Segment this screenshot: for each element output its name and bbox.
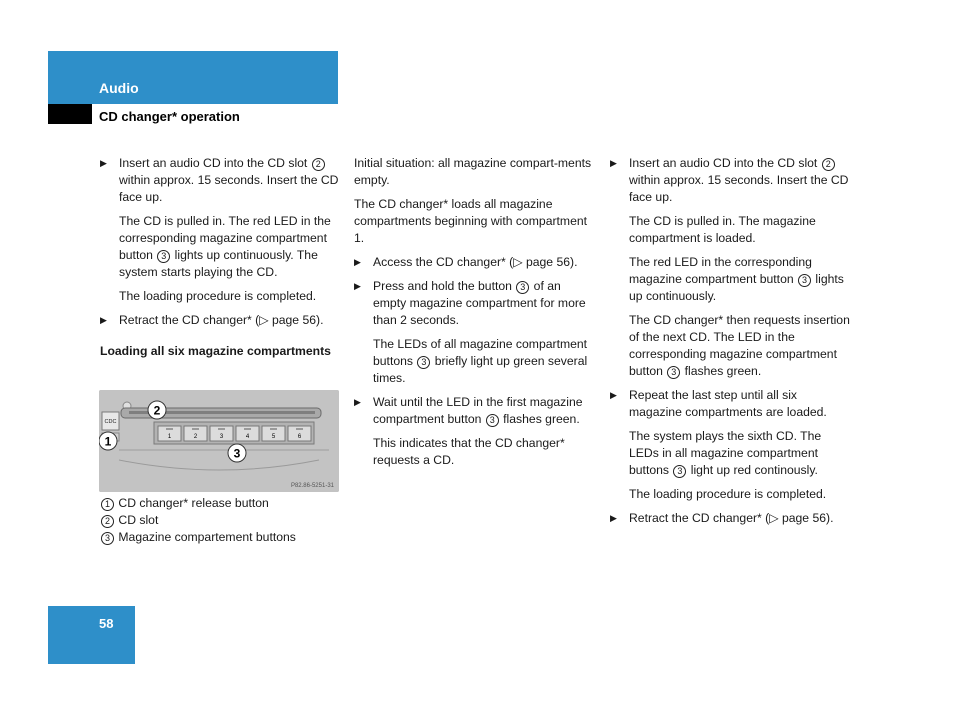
- legend-item: 2 CD slot: [100, 512, 340, 529]
- callout-number: 3: [157, 250, 170, 263]
- magazine-button-label: 4: [245, 434, 250, 440]
- arrow-bullet-icon: ▶: [610, 390, 617, 400]
- callout-number: 2: [312, 158, 325, 171]
- paragraph: Initial situation: all magazine compart-ments empty.: [354, 156, 592, 187]
- callout-3: 3: [233, 446, 241, 461]
- instruction-step: [354, 254, 594, 271]
- callout-1: 1: [104, 434, 112, 449]
- callout-number: 3: [417, 356, 430, 369]
- magazine-button-label: 2: [193, 434, 198, 440]
- section-title: Audio: [99, 80, 139, 96]
- arrow-bullet-icon: ▶: [610, 158, 617, 168]
- magazine-button-label: 3: [219, 434, 224, 440]
- instruction-step: [610, 510, 850, 527]
- paragraph: The CD changer* loads all magazine compartments beginning with compartment 1.: [354, 197, 588, 245]
- column-right: [610, 155, 850, 534]
- chapter-tab-marker: [48, 104, 92, 124]
- legend-number: 2: [101, 515, 114, 528]
- legend-item: 1 CD changer* release button: [100, 495, 340, 512]
- cross-reference-link[interactable]: Retract the CD changer* (▷ page 56).: [629, 511, 834, 525]
- result-text: This indicates that the CD changer* requests a CD.: [373, 436, 565, 467]
- legend-item: 3 Magazine compartement buttons: [100, 529, 340, 546]
- magazine-button-label: 1: [167, 434, 172, 440]
- magazine-led: [296, 428, 303, 430]
- cross-reference-link[interactable]: Access the CD changer* (▷ page 56).: [373, 255, 578, 269]
- page-subtitle: CD changer* operation: [99, 109, 240, 124]
- figure-code: P82.86-5251-31: [290, 483, 334, 489]
- callout-number: 3: [798, 274, 811, 287]
- magazine-led: [270, 428, 277, 430]
- callout-number: 3: [516, 281, 529, 294]
- result-text: The loading procedure is completed.: [119, 289, 317, 303]
- header-bar: [48, 51, 338, 104]
- legend-number: 3: [101, 532, 114, 545]
- magazine-button-label: 6: [297, 434, 302, 440]
- callout-number: 3: [486, 414, 499, 427]
- magazine-led: [166, 428, 173, 430]
- arrow-bullet-icon: ▶: [354, 397, 361, 407]
- instruction-step: ▶ Wait until the LED in the first magazine compartment button 3 flashes green.: [354, 395, 583, 426]
- magazine-led: [218, 428, 225, 430]
- arrow-bullet-icon: ▶: [100, 315, 107, 325]
- page-number: 58: [99, 616, 114, 631]
- cross-reference-link[interactable]: Retract the CD changer* (▷ page 56).: [119, 313, 324, 327]
- result-text: The red LED in the corresponding magazine compartment button 3 lights up continuously.: [629, 255, 844, 303]
- result-text: The loading procedure is completed.: [629, 487, 827, 501]
- section-heading: Loading all six magazine compartments: [100, 344, 331, 358]
- instruction-step: ▶ Repeat the last step until all six magazine compartments are loaded.: [610, 388, 827, 419]
- result-text: The CD changer* then requests insertion of the next CD. The LED in the corresponding magazine compartment button 3 flashes green.: [629, 313, 850, 378]
- cd-changer-figure: [99, 390, 339, 492]
- magazine-led: [192, 428, 199, 430]
- figure-legend: [100, 495, 340, 546]
- callout-number: 3: [667, 366, 680, 379]
- result-text: The system plays the sixth CD. The LEDs in all magazine compartment buttons 3 light up red continously.: [629, 429, 822, 477]
- column-middle: [354, 155, 594, 476]
- result-text: The CD is pulled in. The red LED in the corresponding magazine compartment button 3 lights up continuously. The system starts playing the CD.: [119, 214, 331, 279]
- callout-2: 2: [153, 403, 161, 418]
- instruction-step: ▶ Insert an audio CD into the CD slot 2 within approx. 15 seconds. Insert the CD face up.: [610, 156, 849, 204]
- legend-number: 1: [101, 498, 114, 511]
- arrow-bullet-icon: ▶: [100, 158, 107, 168]
- instruction-step: [100, 312, 340, 329]
- result-text: The CD is pulled in. The magazine compartment is loaded.: [629, 214, 816, 245]
- arrow-bullet-icon: ▶: [354, 257, 361, 267]
- column-left: [100, 155, 340, 360]
- result-text: The LEDs of all magazine compartment buttons 3 briefly light up green several times.: [373, 337, 588, 385]
- cdc-button-label: CDC: [104, 419, 117, 425]
- page-number-box: [48, 606, 135, 664]
- magazine-button-label: 5: [271, 434, 276, 440]
- cd-changer-illustration: [99, 390, 339, 492]
- instruction-step: ▶ Press and hold the button 3 of an empty magazine compartment for more than 2 seconds.: [354, 279, 586, 327]
- callout-number: 3: [673, 465, 686, 478]
- magazine-led: [244, 428, 251, 430]
- arrow-bullet-icon: ▶: [610, 513, 617, 523]
- callout-number: 2: [822, 158, 835, 171]
- instruction-step: ▶ Insert an audio CD into the CD slot 2 within approx. 15 seconds. Insert the CD face up.: [100, 156, 339, 204]
- arrow-bullet-icon: ▶: [354, 281, 361, 291]
